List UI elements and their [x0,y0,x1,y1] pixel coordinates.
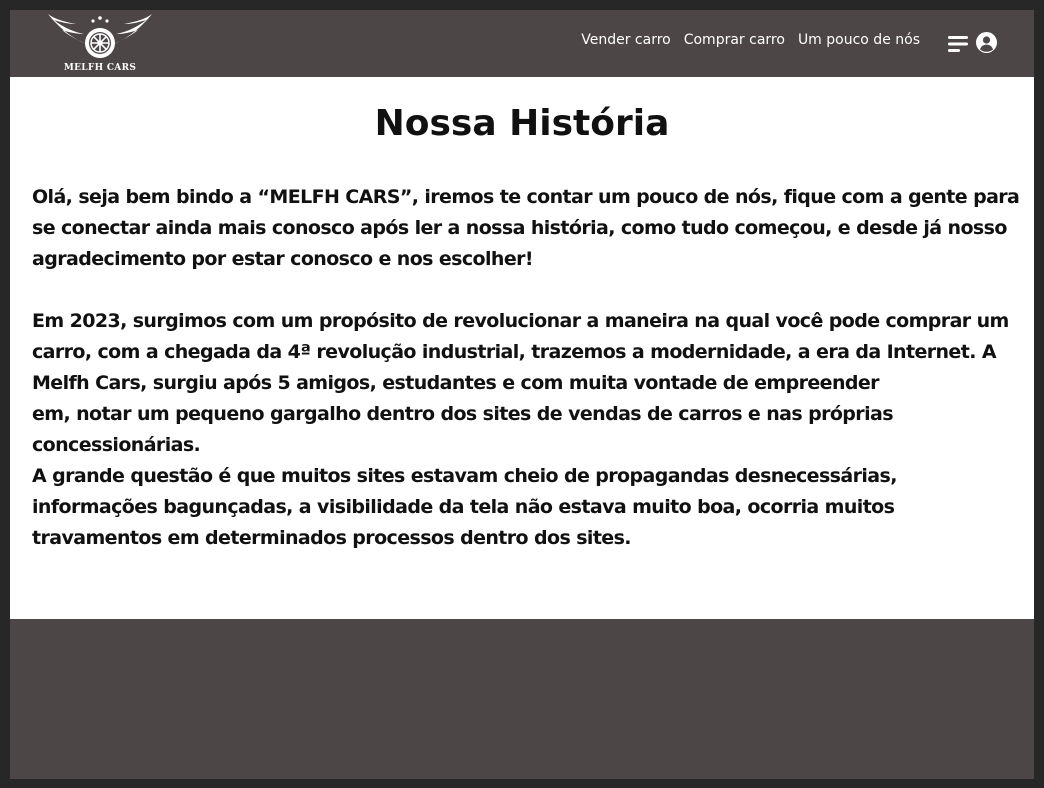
app-frame [10,10,1034,779]
nav-links [581,32,920,48]
navbar [10,10,1034,77]
brand-logo-text: MELFH CARS [63,63,137,73]
brand-logo[interactable] [46,12,154,76]
winged-wheel-icon [46,12,154,64]
user-icon[interactable] [976,32,997,53]
story-text [32,182,1022,554]
about-content [10,77,1034,619]
nav-link-comprar-carro[interactable]: Comprar carro [683,32,785,48]
nav-link-um-pouco-de-nos[interactable]: Um pouco de nós [797,32,920,48]
story-paragraph-history: Em 2023, surgimos com um propósito de revolucionar a maneira na qual você pode comprar um carro, com a chegada da 4ª revolução industrial, trazemos a modernidade, a era da Internet. A Melfh Cars, surgiu após 5 amigos, estudantes e com muita vontade de empreender em, notar um pequeno gargalho dentro dos sites de vendas de carros e nas próprias concessionárias. A grande questão é que muitos sites estavam cheio de propagandas desnecessárias, informações bagunçadas, a visibilidade da tela não estava muito boa, ocorria muitos travamentos em determinados processos dentro dos sites. [32,310,1009,549]
nav-link-vender-carro[interactable]: Vender carro [581,32,671,48]
story-paragraph-intro: Olá, seja bem bindo a “MELFH CARS”, iremos te contar um pouco de nós, fique com a gente para se conectar ainda mais conosco após ler a nossa história, como tudo começou, e desde já nosso agradecimento por estar conosco e nos escolher! [32,186,1020,270]
page-title: Nossa História [374,103,670,144]
menu-icon[interactable] [948,34,970,54]
